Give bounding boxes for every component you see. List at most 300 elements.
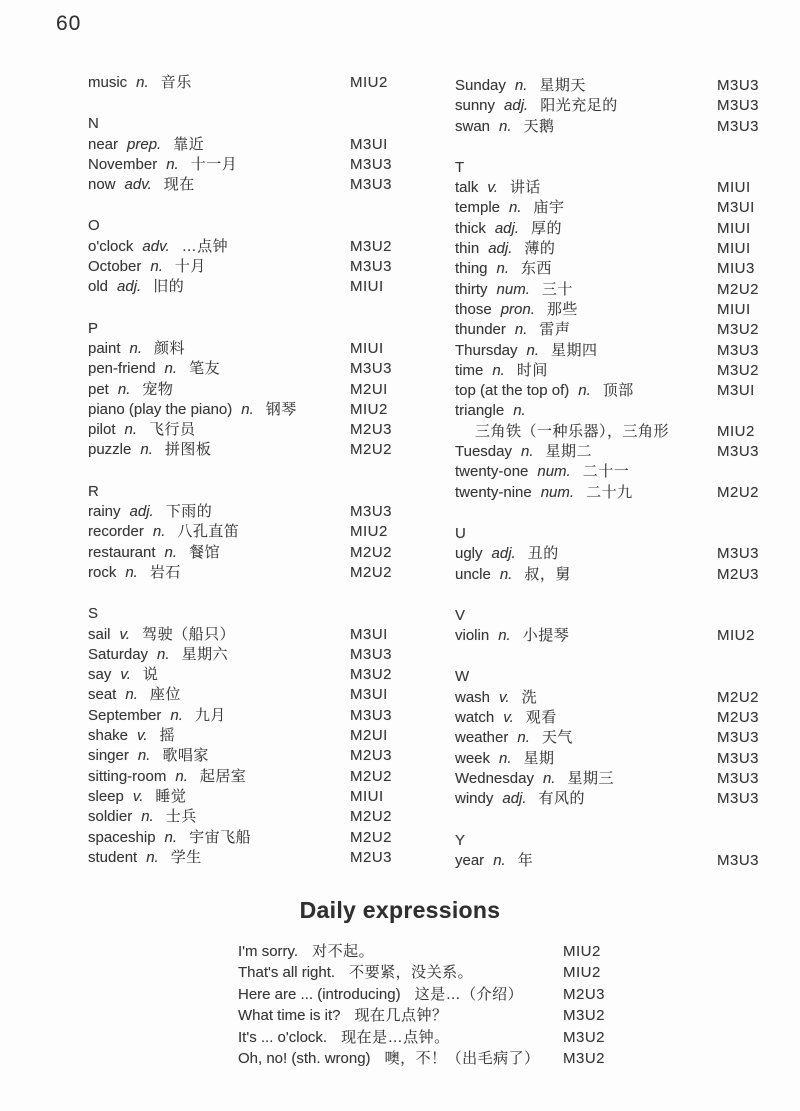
- entry-translation: 驾驶（船只）: [142, 625, 236, 643]
- entry-translation: 庙宇: [533, 199, 565, 217]
- daily-expression-row: [238, 1048, 800, 1069]
- glossary-entry: [455, 320, 800, 340]
- entry-word: sail: [88, 625, 111, 643]
- entry-part-of-speech: v.: [503, 709, 514, 727]
- glossary-entry: [455, 300, 800, 320]
- daily-expressions-list: [238, 941, 800, 1069]
- expression-english: Oh, no! (sth. wrong): [238, 1049, 371, 1067]
- letter-heading: P: [88, 319, 99, 337]
- entry-translation: 厚的: [531, 219, 563, 237]
- module-unit-code: M2U3: [717, 709, 760, 727]
- entry-part-of-speech: n.: [140, 441, 153, 459]
- entry-translation: 学生: [170, 848, 202, 866]
- letter-heading: Y: [455, 831, 466, 849]
- letter-group: [455, 524, 800, 585]
- entry-part-of-speech: n.: [164, 543, 178, 561]
- entry-word: time: [455, 361, 484, 379]
- glossary-entry: [455, 483, 800, 503]
- module-unit-code: M3U2: [717, 321, 760, 339]
- entry-translation: 宇宙飞船: [189, 828, 252, 846]
- glossary-entry: [455, 789, 800, 809]
- entry-word: thunder: [455, 321, 506, 339]
- entry-word: recorder: [88, 523, 144, 541]
- glossary-entry: [455, 401, 800, 421]
- entry-translation: 星期六: [181, 645, 229, 663]
- entry-translation: 三角铁（一种乐器），三角形: [475, 422, 670, 440]
- entry-part-of-speech: n.: [493, 851, 506, 869]
- module-unit-code: MIUI: [350, 787, 384, 805]
- module-unit-code: M3U3: [717, 749, 760, 767]
- entry-part-of-speech: n.: [499, 117, 512, 135]
- entry-word: soldier: [88, 808, 133, 826]
- expression-translation: 现在几点钟？: [354, 1007, 448, 1025]
- entry-part-of-speech: v.: [120, 666, 131, 684]
- entry-word: October: [88, 258, 142, 276]
- entry-part-of-speech: n.: [124, 421, 138, 439]
- page-number: 60: [56, 12, 82, 35]
- module-unit-code: MIU2: [350, 400, 388, 418]
- glossary-entry: [88, 685, 433, 705]
- letter-group: [88, 73, 433, 93]
- entry-translation: 那些: [546, 300, 578, 318]
- entry-translation: 餐馆: [189, 543, 221, 561]
- entry-part-of-speech: n.: [141, 808, 154, 826]
- letter-group: [88, 216, 433, 297]
- module-unit-code: MIUI: [717, 219, 751, 237]
- glossary-entry: [455, 688, 800, 708]
- module-unit-code: M3U2: [350, 666, 393, 684]
- entry-translation: 天气: [541, 729, 573, 747]
- entry-part-of-speech: v.: [499, 688, 510, 706]
- entry-word: thin: [455, 240, 480, 258]
- glossary-entry: [455, 239, 800, 259]
- glossary-entry: [455, 462, 800, 482]
- glossary-entry: [455, 728, 800, 748]
- entry-translation: 音乐: [160, 74, 192, 91]
- module-unit-code: M3U2: [563, 1049, 606, 1067]
- module-unit-code: M2U2: [350, 563, 393, 581]
- module-unit-code: M2UI: [350, 727, 388, 745]
- glossary-entry: [88, 625, 433, 645]
- daily-expression-row: [238, 941, 800, 962]
- entry-translation: 士兵: [165, 808, 197, 826]
- glossary-entry: [455, 749, 800, 769]
- letter-group: [88, 319, 433, 461]
- entry-translation: 岩石: [149, 563, 181, 581]
- entry-word: shake: [88, 727, 129, 745]
- glossary-entry: [455, 178, 800, 198]
- daily-expressions-section: [0, 897, 800, 1069]
- entry-translation: 钢琴: [265, 400, 297, 418]
- entry-word: o'clock: [88, 237, 134, 255]
- letter-group: [455, 158, 800, 503]
- entry-part-of-speech: n.: [129, 339, 143, 357]
- entry-part-of-speech: adj.: [117, 278, 142, 296]
- glossary-column-left: [88, 73, 433, 889]
- entry-word: temple: [455, 199, 501, 217]
- entry-part-of-speech: n.: [496, 260, 510, 278]
- entry-word: talk: [455, 179, 479, 197]
- letter-heading: W: [455, 668, 470, 686]
- glossary-entry: [88, 359, 433, 379]
- module-unit-code: M3U3: [717, 729, 760, 747]
- entry-translation: 拼图板: [164, 441, 212, 459]
- entry-word: pen-friend: [88, 360, 156, 378]
- expression-translation: 不要紧，没关系。: [349, 964, 474, 982]
- expression-english: That's all right.: [238, 964, 336, 982]
- entry-word: rainy: [88, 503, 121, 521]
- glossary-entry: [88, 848, 433, 868]
- letter-heading: N: [88, 115, 100, 133]
- glossary-entry: [455, 422, 800, 442]
- glossary-entry: [88, 175, 433, 195]
- glossary-entry: [455, 198, 800, 218]
- entry-part-of-speech: n.: [117, 380, 131, 398]
- module-unit-code: M2U2: [717, 688, 760, 706]
- glossary-entry: [455, 851, 800, 871]
- entry-part-of-speech: num.: [537, 463, 571, 481]
- entry-word: paint: [88, 339, 121, 357]
- entry-translation: 二十九: [586, 483, 633, 501]
- module-unit-code: M3U3: [717, 545, 760, 563]
- glossary-entry: [88, 257, 433, 277]
- entry-translation: 小提琴: [522, 627, 570, 645]
- entry-translation: 九月: [194, 706, 226, 724]
- entry-word: November: [88, 155, 158, 173]
- entry-part-of-speech: n.: [164, 360, 178, 378]
- entry-word: triangle: [455, 402, 505, 420]
- entry-translation: 摇: [159, 727, 176, 745]
- entry-part-of-speech: prep.: [127, 135, 162, 153]
- module-unit-code: M2U2: [350, 441, 393, 459]
- entry-word: watch: [455, 709, 495, 727]
- module-unit-code: M3UI: [717, 199, 755, 217]
- module-unit-code: M3U3: [350, 360, 393, 378]
- module-unit-code: M3UI: [350, 625, 388, 643]
- glossary-entry: [88, 807, 433, 827]
- glossary-entry: [88, 155, 433, 175]
- entry-translation: 座位: [149, 686, 181, 704]
- glossary-entry: [455, 708, 800, 728]
- entry-word: restaurant: [88, 543, 156, 561]
- expression-english: It's ... o'clock.: [238, 1028, 328, 1046]
- expression-translation: 这是…（介绍）: [414, 985, 524, 1003]
- glossary-entry: [88, 440, 433, 460]
- entry-word: singer: [88, 747, 129, 765]
- entry-translation: 天鹅: [523, 117, 555, 135]
- daily-expression-row: [238, 1005, 800, 1026]
- entry-translation: 飞行员: [149, 421, 196, 439]
- glossary-entry: [455, 117, 800, 137]
- entry-translation: 洗: [521, 688, 538, 706]
- module-unit-code: M3U2: [563, 1028, 606, 1046]
- daily-expression-row: [238, 1027, 800, 1048]
- entry-part-of-speech: v.: [119, 625, 131, 643]
- entry-translation: 说: [142, 666, 159, 684]
- entry-translation: 现在: [163, 176, 195, 194]
- entry-word: sleep: [88, 787, 124, 805]
- entry-translation: 时间: [516, 361, 548, 379]
- module-unit-code: M3U3: [717, 77, 760, 94]
- entry-part-of-speech: n.: [509, 199, 522, 217]
- entry-word: thick: [455, 219, 486, 237]
- entry-translation: 东西: [521, 260, 553, 278]
- entry-word: say: [88, 666, 112, 684]
- module-unit-code: M2U2: [350, 828, 393, 846]
- entry-translation: 下雨的: [165, 503, 213, 521]
- entry-word: Tuesday: [455, 443, 512, 461]
- entry-translation: 雷声: [539, 321, 571, 339]
- glossary-entry: [88, 73, 433, 93]
- entry-translation: 讲话: [509, 179, 541, 197]
- entry-word: thirty: [455, 280, 488, 298]
- entry-translation: 颜料: [154, 339, 186, 357]
- module-unit-code: MIUI: [717, 240, 751, 258]
- module-unit-code: M2U2: [350, 767, 393, 785]
- entry-translation: 星期三: [567, 769, 614, 787]
- entry-part-of-speech: n.: [152, 523, 166, 541]
- entry-part-of-speech: num.: [496, 280, 530, 298]
- entry-translation: 歌唱家: [162, 747, 209, 765]
- letter-group: [455, 76, 800, 137]
- entry-word: music: [88, 74, 128, 91]
- entry-word: twenty-one: [455, 463, 529, 481]
- letter-group: [455, 831, 800, 872]
- entry-word: September: [88, 706, 162, 724]
- entry-word: rock: [88, 563, 117, 581]
- entry-part-of-speech: v.: [137, 727, 148, 745]
- entry-word: year: [455, 851, 485, 869]
- entry-translation: 八孔直笛: [177, 523, 240, 541]
- entry-word: ugly: [455, 545, 483, 563]
- entry-part-of-speech: n.: [150, 258, 163, 276]
- module-unit-code: MIU2: [717, 627, 755, 645]
- glossary-entry: [455, 361, 800, 381]
- glossary-entry: [88, 400, 433, 420]
- module-unit-code: MIUI: [717, 179, 751, 197]
- entry-part-of-speech: adj.: [488, 240, 513, 258]
- glossary-entry: [88, 563, 433, 583]
- daily-expression-row: [238, 984, 800, 1005]
- module-unit-code: M3UI: [350, 686, 388, 704]
- glossary-entry: [88, 237, 433, 257]
- module-unit-code: M2U3: [350, 747, 393, 765]
- glossary-entry: [455, 96, 800, 116]
- entry-word: student: [88, 848, 138, 866]
- module-unit-code: MIU2: [563, 943, 601, 960]
- glossary-entry: [88, 339, 433, 359]
- module-unit-code: M2U3: [717, 565, 760, 583]
- module-unit-code: M3UI: [717, 382, 755, 400]
- glossary-entry: [88, 645, 433, 665]
- module-unit-code: M3U2: [563, 1007, 606, 1025]
- entry-translation: 二十一: [582, 463, 630, 481]
- glossary-entry: [455, 442, 800, 462]
- module-unit-code: M3U3: [350, 155, 393, 173]
- entry-translation: 叔，舅: [524, 565, 571, 583]
- module-unit-code: M2U2: [717, 280, 760, 298]
- entry-word: piano (play the piano): [88, 400, 233, 418]
- entry-word: now: [88, 176, 116, 194]
- expression-translation: 现在是…点钟。: [341, 1028, 450, 1046]
- entry-word: Wednesday: [455, 769, 534, 787]
- letter-group: [88, 482, 433, 583]
- expression-english: What time is it?: [238, 1007, 341, 1025]
- entry-translation: 靠近: [173, 135, 205, 153]
- entry-word: Saturday: [88, 645, 149, 663]
- letter-group: [455, 606, 800, 647]
- glossary-entry: [88, 828, 433, 848]
- entry-part-of-speech: adj.: [494, 219, 520, 237]
- entry-translation: 星期天: [539, 77, 586, 94]
- entry-part-of-speech: adj.: [129, 503, 154, 521]
- entry-translation: 丑的: [527, 545, 559, 563]
- glossary-entry: [455, 626, 800, 646]
- module-unit-code: M3U3: [350, 706, 393, 724]
- glossary-entry: [88, 502, 433, 522]
- entry-part-of-speech: n.: [136, 74, 149, 91]
- module-unit-code: M3U3: [717, 97, 760, 115]
- module-unit-code: M3U3: [350, 176, 393, 194]
- entry-word: swan: [455, 117, 491, 135]
- module-unit-code: MIU2: [563, 964, 601, 982]
- entry-part-of-speech: n.: [492, 361, 505, 379]
- module-unit-code: M2UI: [350, 380, 388, 398]
- module-unit-code: MIUI: [717, 300, 751, 318]
- glossary-entry: [88, 380, 433, 400]
- entry-part-of-speech: adj.: [504, 97, 529, 115]
- daily-expression-row: [238, 962, 800, 983]
- glossary-entry: [455, 544, 800, 564]
- entry-word: top (at the top of): [455, 382, 570, 400]
- glossary-entry: [88, 767, 433, 787]
- entry-word: near: [88, 135, 119, 153]
- entry-part-of-speech: pron.: [500, 300, 535, 318]
- entry-part-of-speech: n.: [137, 747, 151, 765]
- entry-translation: 三十: [541, 280, 573, 298]
- module-unit-code: M2U3: [563, 985, 606, 1003]
- glossary-entry: [455, 219, 800, 239]
- entry-translation: 阳光充足的: [540, 97, 618, 115]
- module-unit-code: M2U3: [350, 848, 393, 866]
- module-unit-code: M3U3: [717, 769, 760, 787]
- entry-translation: 星期四: [551, 341, 598, 359]
- glossary-entry: [88, 543, 433, 563]
- entry-word: Sunday: [455, 77, 506, 94]
- entry-translation: …点钟: [181, 237, 229, 255]
- module-unit-code: M3UI: [350, 135, 388, 153]
- entry-part-of-speech: n.: [499, 749, 512, 767]
- daily-expressions-title: Daily expressions: [299, 897, 501, 923]
- entry-translation: 星期二: [545, 443, 593, 461]
- glossary-entry: [88, 746, 433, 766]
- entry-part-of-speech: n.: [526, 341, 540, 359]
- module-unit-code: M3U3: [717, 443, 760, 461]
- entry-translation: 旧的: [153, 278, 185, 296]
- letter-group: [88, 114, 433, 195]
- entry-part-of-speech: num.: [540, 483, 575, 501]
- glossary-entry: [88, 522, 433, 542]
- entry-word: Thursday: [455, 341, 518, 359]
- module-unit-code: M3U3: [717, 341, 760, 359]
- entry-word: pilot: [88, 421, 116, 439]
- entry-part-of-speech: n.: [520, 443, 534, 461]
- glossary-entry: [455, 769, 800, 789]
- entry-translation: 年: [517, 851, 534, 869]
- entry-word: twenty-nine: [455, 483, 532, 501]
- module-unit-code: M2U2: [717, 483, 760, 501]
- entry-part-of-speech: n.: [164, 828, 178, 846]
- glossary-entry: [455, 381, 800, 401]
- entry-word: violin: [455, 627, 490, 645]
- module-unit-code: MIU2: [350, 523, 388, 541]
- glossary-entry: [88, 726, 433, 746]
- glossary-entry: [88, 277, 433, 297]
- module-unit-code: M3U2: [350, 237, 393, 255]
- entry-translation: 有风的: [538, 790, 586, 808]
- entry-translation: 睡觉: [155, 787, 187, 805]
- entry-part-of-speech: n.: [125, 686, 138, 704]
- module-unit-code: M3U2: [717, 361, 760, 379]
- glossary-entry: [88, 420, 433, 440]
- glossary-entry: [455, 565, 800, 585]
- entry-part-of-speech: n.: [542, 769, 556, 787]
- glossary-entry: [88, 665, 433, 685]
- entry-translation: 观看: [525, 709, 557, 727]
- entry-word: windy: [455, 790, 494, 808]
- module-unit-code: MIUI: [350, 278, 384, 296]
- entry-word: weather: [455, 729, 509, 747]
- entry-translation: 十月: [174, 258, 206, 276]
- entry-word: those: [455, 300, 492, 318]
- entry-word: old: [88, 278, 109, 296]
- module-unit-code: MIU2: [350, 74, 388, 91]
- entry-part-of-speech: n.: [514, 77, 528, 94]
- entry-word: thing: [455, 260, 488, 278]
- module-unit-code: M2U2: [350, 808, 393, 826]
- entry-translation: 薄的: [524, 240, 556, 258]
- module-unit-code: M3U3: [717, 790, 760, 808]
- entry-part-of-speech: n.: [166, 155, 179, 173]
- expression-translation: 对不起。: [312, 943, 375, 960]
- letter-heading: S: [88, 605, 99, 623]
- letter-group: [88, 604, 433, 868]
- entry-word: spaceship: [88, 828, 156, 846]
- entry-part-of-speech: n.: [170, 706, 183, 724]
- module-unit-code: M3U3: [350, 258, 393, 276]
- glossary-entry: [455, 341, 800, 361]
- module-unit-code: MIUI: [350, 339, 384, 357]
- glossary-entry: [88, 135, 433, 155]
- module-unit-code: M3U3: [717, 851, 760, 869]
- entry-part-of-speech: n.: [146, 848, 159, 866]
- glossary-column-right: [455, 76, 800, 892]
- entry-part-of-speech: n.: [498, 627, 511, 645]
- glossary-entry: [455, 76, 800, 96]
- module-unit-code: M3U3: [717, 117, 760, 135]
- entry-part-of-speech: adv.: [124, 176, 152, 194]
- entry-word: week: [455, 749, 491, 767]
- module-unit-code: M2U3: [350, 421, 393, 439]
- expression-translation: 噢，不！（出毛病了）: [384, 1049, 540, 1067]
- module-unit-code: M3U3: [350, 645, 393, 663]
- entry-part-of-speech: v.: [132, 787, 144, 805]
- entry-translation: 顶部: [602, 382, 634, 400]
- letter-heading: U: [455, 524, 467, 542]
- glossary-entry: [88, 787, 433, 807]
- module-unit-code: MIU3: [717, 260, 755, 278]
- entry-translation: 起居室: [199, 767, 247, 785]
